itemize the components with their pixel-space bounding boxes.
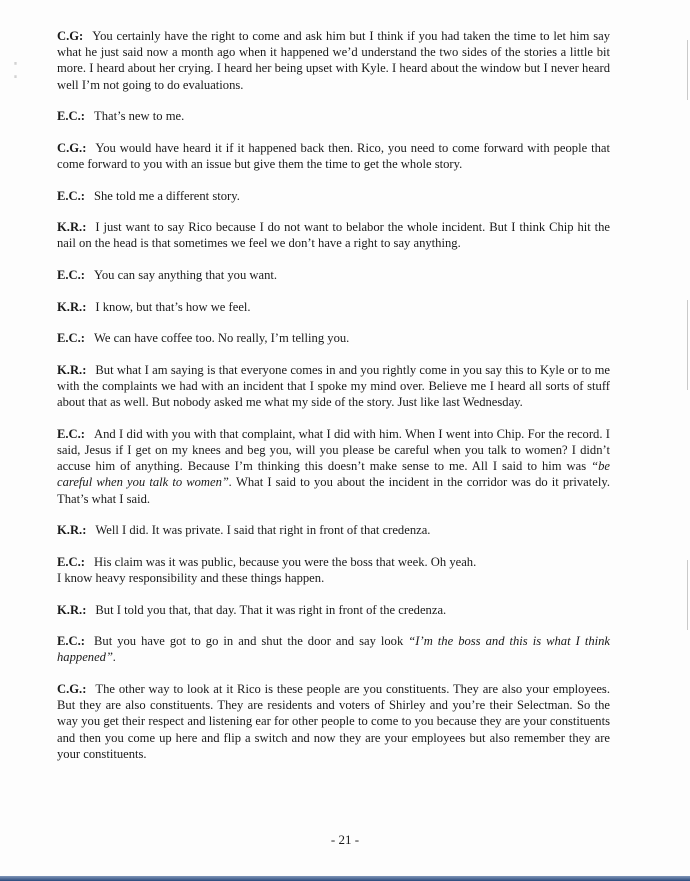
speaker-label: E.C.: xyxy=(57,554,85,569)
statement-text: You can say anything that you want. xyxy=(94,267,278,282)
quoted-statement: “be careful when you talk to women”. xyxy=(57,459,610,490)
transcript-entry xyxy=(57,108,610,124)
scan-artifact: ⁚ xyxy=(12,58,19,83)
statement-text: Well I did. It was private. I said that right in front of that credenza. xyxy=(95,523,431,538)
transcript-entry xyxy=(57,28,610,93)
statement-text: We can have coffee too. No really, I’m telling you. xyxy=(94,331,350,346)
transcript-entry xyxy=(57,140,610,172)
statement-text: His claim was it was public, because you were the boss that week. Oh yeah. xyxy=(94,554,477,569)
statement-text: I just want to say Rico because I do not want to belabor the whole incident. But I think Chip hit the nail on the head is that sometimes we feel we don’t have a right to say anything. xyxy=(57,220,610,251)
speaker-label: E.C.: xyxy=(57,109,85,124)
quoted-statement: “I’m the boss and this is what I think happened”. xyxy=(57,634,610,665)
statement-text: What I said to you about the incident in the corridor was do it privately. That’s what I said. xyxy=(57,475,610,506)
speaker-label: E.C.: xyxy=(57,267,85,282)
speaker-label: E.C.: xyxy=(57,188,85,203)
scan-edge-mark xyxy=(687,300,688,390)
speaker-label: E.C.: xyxy=(57,426,85,441)
statement-text: You would have heard it if it happened back then. Rico, you need to come forward with people that come forward to you with an issue but give them the time to get the whole story. xyxy=(57,140,610,171)
speaker-label: C.G: xyxy=(57,29,84,43)
transcript-entry xyxy=(57,633,610,665)
statement-text: She told me a different story. xyxy=(94,188,240,203)
speaker-label: K.R.: xyxy=(57,523,87,538)
speaker-label: K.R.: xyxy=(57,602,87,617)
speaker-label: C.G.: xyxy=(57,140,87,155)
statement-text: That’s new to me. xyxy=(94,109,185,124)
statement-text: But you have got to go in and shut the door and say look xyxy=(94,634,409,649)
statement-text: The other way to look at it Rico is these people are you constituents. They are also your employees. But they are also constituents. They are residents and voters of Shirley and you’re their Selectman. So the way you get their respect and listening ear for other people to come to you because they are your constituents and then you come up here and flip a switch and now they are your employees but also remember they are your constituents. xyxy=(57,681,610,761)
transcript-entry xyxy=(57,267,610,283)
speaker-label: K.R.: xyxy=(57,299,87,314)
statement-text: And I did with you with that complaint, what I did with him. When I went into Chip. For the record. I said, Jesus if I get on my knees and beg you, will you please be careful when you talk to women? I didn’t accuse him of anything. Because I’m thinking this doesn’t make sense to me. All I said to him was xyxy=(57,426,610,474)
transcript-entry xyxy=(57,522,610,538)
speaker-label: E.C.: xyxy=(57,331,85,346)
speaker-label: K.R.: xyxy=(57,362,87,377)
transcript-entry xyxy=(57,426,610,507)
scan-edge-mark xyxy=(687,560,688,630)
transcript-entry xyxy=(57,219,610,251)
statement-text: But what I am saying is that everyone comes in and you rightly come in you say this to Kyle or to me with the complaints we had with an incident that I spoke my mind over. Believe me I heard all sorts of stuff about that as well. But nobody asked me what my side of the story. Just like last Wednesday. xyxy=(57,362,610,410)
statement-text: I know heavy responsibility and these things happen. xyxy=(57,570,325,585)
scan-edge-mark xyxy=(687,40,688,100)
transcript-entry xyxy=(57,299,610,315)
statement-text: You certainly have the right to come and ask him but I think if you had taken the time to let him say what he just said now a month ago when it happened we’d understand the two sides of the stories a little bit more. I heard about her crying. I heard her being upset with Kyle. I heard about the window but I never heard well I’m not going to do evaluations. xyxy=(57,29,610,92)
statement-text: I know, but that’s how we feel. xyxy=(95,299,251,314)
statement-text: But I told you that, that day. That it was right in front of the credenza. xyxy=(95,602,447,617)
transcript-entry xyxy=(57,362,610,411)
transcript-entry xyxy=(57,330,610,346)
speaker-label: E.C.: xyxy=(57,634,85,649)
transcript-body xyxy=(57,28,610,777)
speaker-label: C.G.: xyxy=(57,681,87,696)
transcript-entry xyxy=(57,602,610,618)
transcript-entry xyxy=(57,554,610,586)
speaker-label: K.R.: xyxy=(57,220,87,235)
page-number: - 21 - xyxy=(330,832,360,847)
transcript-entry xyxy=(57,188,610,204)
transcript-entry xyxy=(57,681,610,762)
bottom-border-bar xyxy=(0,876,690,881)
